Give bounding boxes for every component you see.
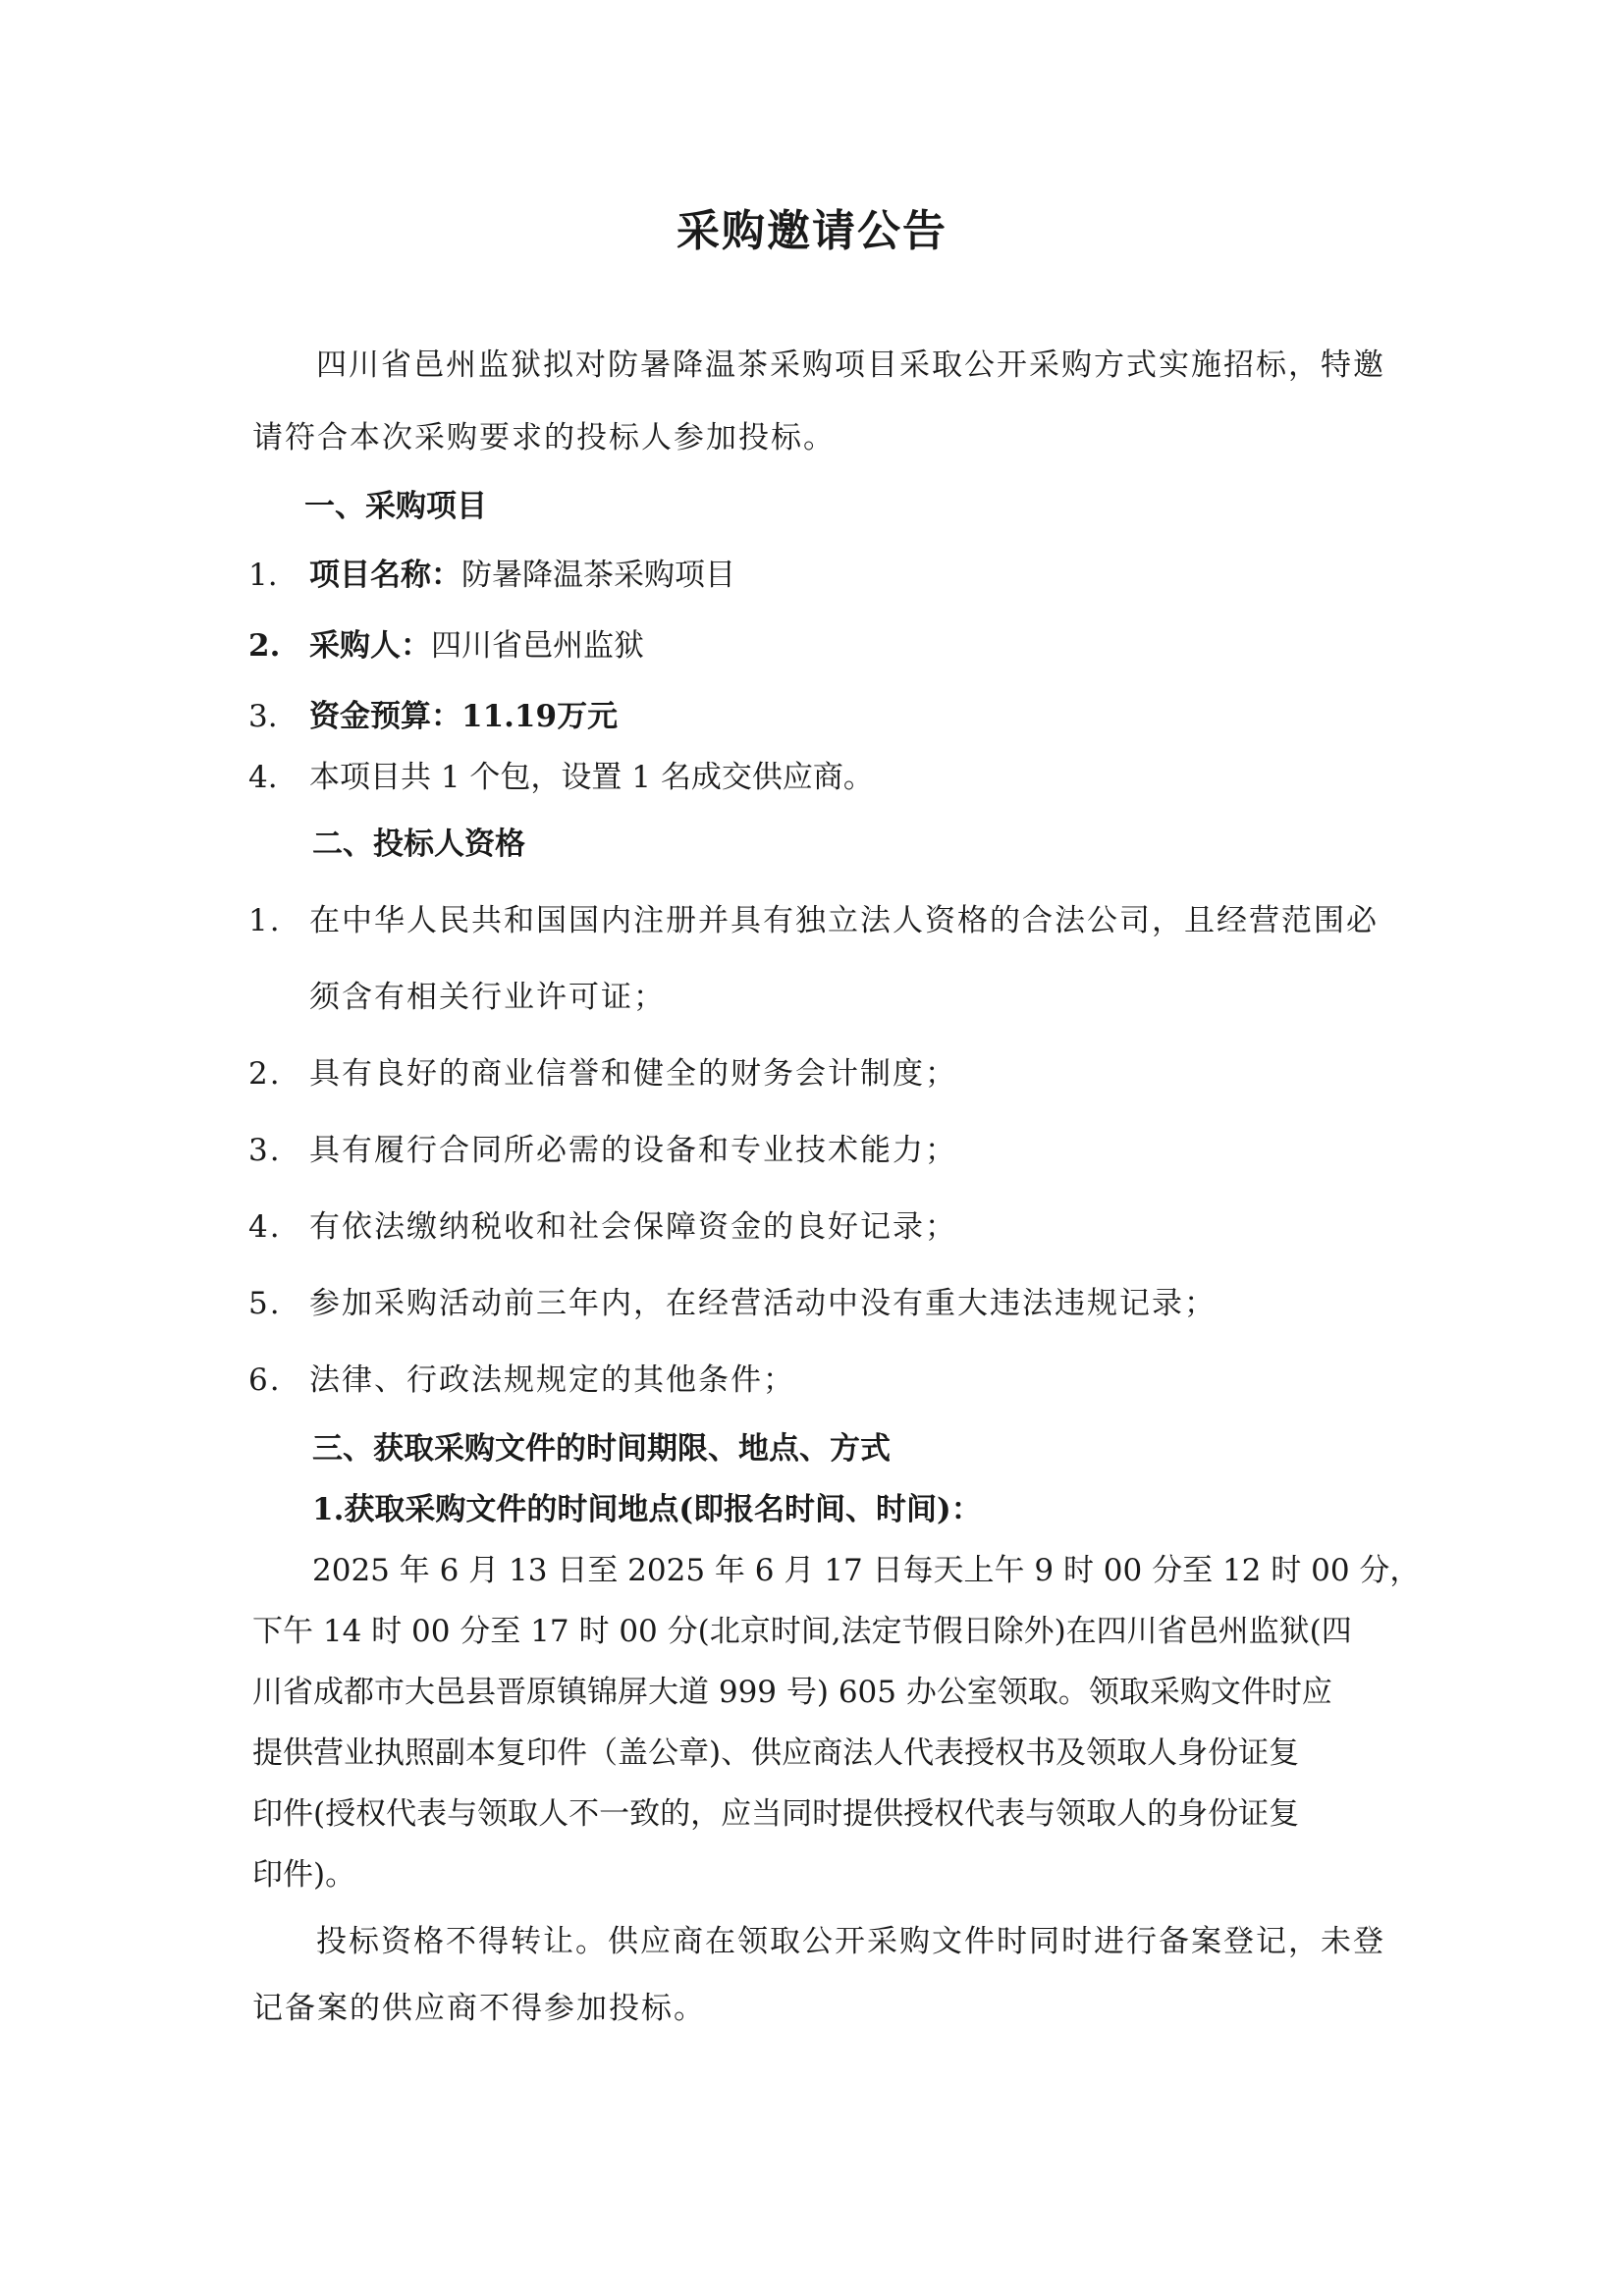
item-value: 四川省邑州监狱 (431, 628, 644, 664)
intro-line-1: 四川省邑州监狱拟对防暑降温茶采购项目采取公开采购方式实施招标，特邀 (316, 347, 1385, 383)
list-item (248, 1131, 957, 1170)
item-text: 法律、行政法规规定的其他条件； (309, 1362, 795, 1398)
list-item (248, 1284, 1217, 1323)
item-number: 5. (248, 1286, 282, 1321)
intro-line-2: 请符合本次采购要求的投标人参加投标。 (252, 420, 836, 455)
item-number: 3. (248, 699, 278, 734)
section3-subheading: 1.获取采购文件的时间地点(即报名时间、时间)： (312, 1492, 982, 1527)
paragraph-line: 2025 年 6 月 13 日至 2025 年 6 月 17 日每天上午 9 时 00 分至 12 时 00 分， (312, 1553, 1421, 1588)
paragraph-line: 记备案的供应商不得参加投标。 (252, 1991, 706, 2026)
paragraph-line: 印件(授权代表与领取人不一致的，应当同时提供授权代表与领取人的身份证复 (252, 1796, 1300, 1832)
item-label: 采购人： (309, 628, 431, 664)
item-text: 在中华人民共和国国内注册并具有独立法人资格的合法公司，且经营范围必 (309, 903, 1379, 938)
item-number: 1. (248, 558, 278, 593)
list-item (248, 1361, 795, 1400)
list-item (248, 1054, 957, 1094)
section2-heading: 二、投标人资格 (312, 827, 525, 862)
paragraph-line: 提供营业执照副本复印件（盖公章)、供应商法人代表授权书及领取人身份证复 (252, 1735, 1300, 1771)
list-item (248, 697, 618, 736)
section1-heading: 一、采购项目 (304, 489, 487, 524)
list-item (248, 1207, 957, 1247)
item-value: 本项目共 1 个包，设置 1 名成交供应商。 (309, 760, 874, 795)
item-label: 资金预算： (309, 699, 461, 734)
item-number: 6. (248, 1362, 282, 1398)
page-title: 采购邀请公告 (677, 206, 947, 256)
item-text: 具有良好的商业信誉和健全的财务会计制度； (309, 1056, 957, 1092)
list-item (248, 626, 644, 666)
list-item (248, 758, 874, 797)
paragraph-line: 川省成都市大邑县晋原镇锦屏大道 999 号) 605 办公室领取。领取采购文件时应 (252, 1675, 1332, 1710)
item-number: 4. (248, 760, 278, 795)
item-number: 2. (248, 1056, 282, 1092)
item-value: 防暑降温茶采购项目 (461, 558, 735, 593)
section3-heading: 三、获取采购文件的时间期限、地点、方式 (312, 1431, 891, 1467)
item-text: 有依法缴纳税收和社会保障资金的良好记录； (309, 1209, 957, 1245)
paragraph-line: 下午 14 时 00 分至 17 时 00 分(北京时间,法定节假日除外)在四川省邑州监狱(四 (252, 1614, 1352, 1649)
item-number: 2. (248, 628, 281, 664)
item-text: 参加采购活动前三年内，在经营活动中没有重大违法违规记录； (309, 1286, 1217, 1321)
item-number: 4. (248, 1209, 282, 1245)
item-text: 具有履行合同所必需的设备和专业技术能力； (309, 1133, 957, 1168)
item-continuation: 须含有相关行业许可证； (309, 980, 666, 1015)
item-value: 11.19万元 (461, 699, 619, 734)
list-item (248, 901, 1379, 940)
list-item (248, 556, 735, 595)
item-number: 3. (248, 1133, 282, 1168)
paragraph-line: 印件)。 (252, 1857, 356, 1893)
paragraph-line: 投标资格不得转让。供应商在领取公开采购文件时同时进行备案登记，未登 (316, 1924, 1385, 1959)
item-number: 1. (248, 903, 282, 938)
item-label: 项目名称： (309, 558, 461, 593)
